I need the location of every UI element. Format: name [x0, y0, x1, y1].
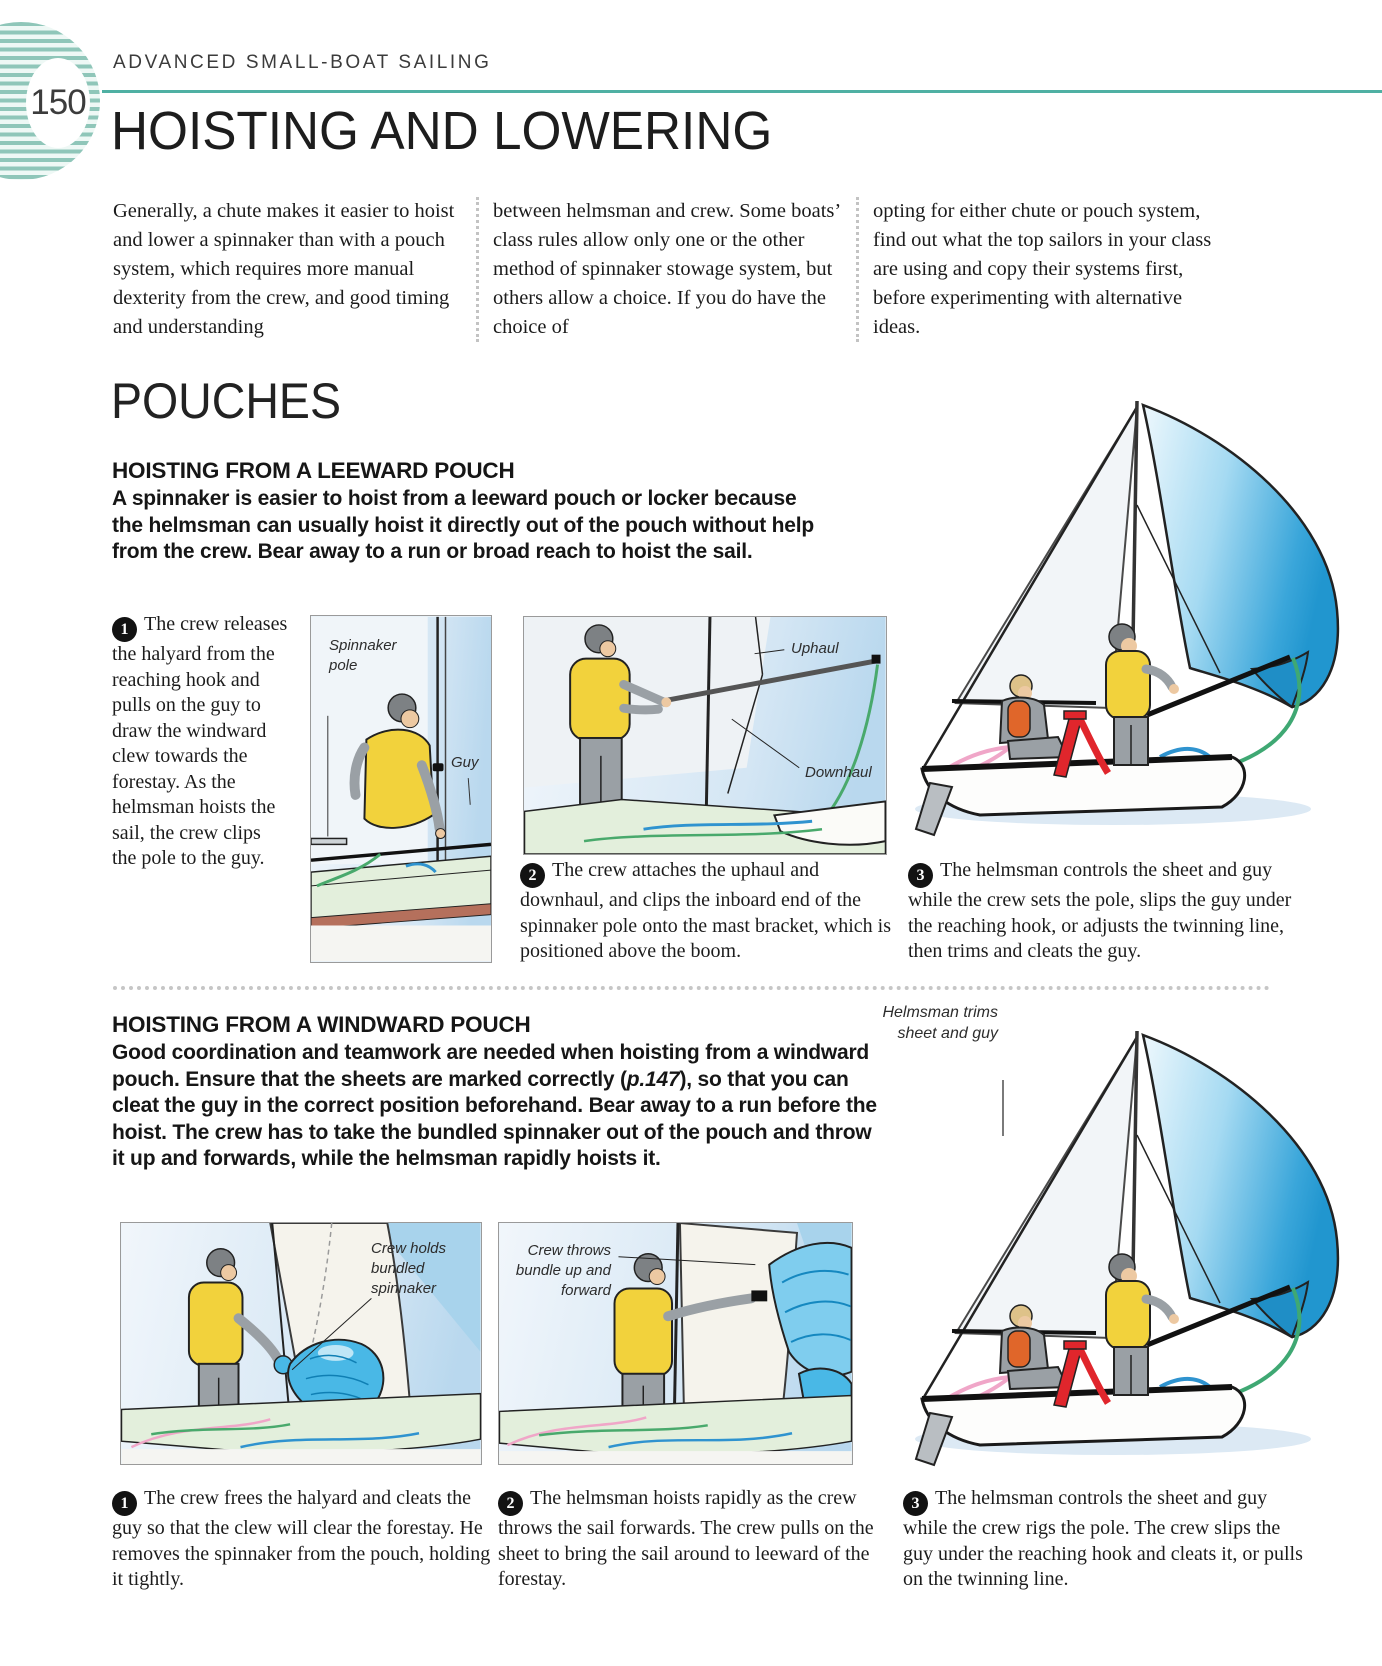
crew-hand — [436, 829, 446, 839]
forestay-fitting — [433, 763, 444, 771]
leeward-boat-art — [858, 385, 1382, 837]
windward-step3 — [903, 1486, 1313, 1593]
red-gear-top — [1064, 1341, 1086, 1349]
hull-side — [121, 1449, 480, 1464]
windward-step1-text: The crew frees the halyard and cleats the guy so that the clew will clear the forestay. He removes the spinnaker from the pouch, holding it tightly. — [112, 1487, 491, 1590]
hull-side — [311, 925, 491, 961]
running-head: ADVANCED SMALL-BOAT SAILING — [113, 52, 492, 73]
leeward-step2-text: The crew attaches the uphaul and downhaul, and clips the inboard end of the spinnaker pole onto the mast bracket, which is positioned above the boom. — [520, 859, 892, 962]
page-title: HOISTING AND LOWERING — [111, 101, 773, 161]
helmsman-vest — [1008, 701, 1030, 737]
crew-figure — [1106, 1254, 1179, 1395]
leeward-intro: A spinnaker is easier to hoist from a leeward pouch or locker because the helmsman can usually hoist it directly out of the pouch without help from the crew. Bear away to a run or broad reach to hoist the sail. — [112, 487, 814, 563]
crew-vest — [615, 1288, 673, 1375]
crew-vest — [1106, 651, 1150, 719]
leeward-step1-text: The crew releases the halyard from the reaching hook and pulls on the guy to draw the windward clew towards the forestay. As the helmsman hoists the sail, the crew clips the pole to the guy. — [112, 613, 288, 869]
sail-area — [525, 617, 771, 788]
windward-step2-text: The helmsman hoists rapidly as the crew throws the sail forwards. The crew pulls on the sheet to bring the sail around to leeward of the forestay. — [498, 1487, 874, 1590]
windward-subhead: HOISTING FROM A WINDWARD POUCH — [112, 1012, 531, 1037]
spinnaker-pole — [311, 838, 347, 844]
crew-hand — [1169, 1314, 1179, 1324]
spinnaker — [1143, 1035, 1338, 1337]
intro-column-2: between helmsman and crew. Some boats’ class rules allow only one or the other method of spinnaker stowage system, but others allow a choice. If you do have the choice of — [476, 197, 845, 342]
windward-step2 — [498, 1486, 898, 1593]
guy-label: Guy — [451, 754, 479, 771]
step-2-badge: 2 — [520, 863, 545, 888]
page-number-ellipse — [26, 58, 90, 148]
section-heading-pouches: POUCHES — [111, 373, 341, 429]
step-1-badge: 1 — [112, 617, 137, 642]
page-number-badge — [0, 22, 100, 180]
crew-face — [649, 1269, 665, 1285]
windward-intro — [112, 1040, 884, 1173]
step-3-badge: 3 — [903, 1491, 928, 1516]
leeward-step2 — [520, 858, 894, 965]
crew-arm-lower — [624, 708, 659, 710]
spinnaker — [1143, 405, 1338, 707]
leeward-step3-text: The helmsman controls the sheet and guy while the crew sets the pole, slips the guy under the reaching hook, or adjusts the twinning line, then trims and cleats the guy. — [908, 859, 1292, 962]
spinnaker-pole-label: Spinnaker pole — [329, 637, 397, 674]
crew-vest — [189, 1283, 243, 1366]
crew-face — [221, 1265, 237, 1281]
crew-face — [401, 710, 419, 728]
leeward-boat-illustration — [858, 385, 1382, 837]
windward-boat-art — [858, 1015, 1382, 1467]
windward-intro-part2: ), so that you can cleat the guy in the correct position beforehand. Bear away to a run before the hoist. The crew has to take the bundled spinnaker out of the pouch and throw it up and forwards, while the helmsman rapidly hoists it. — [112, 1067, 877, 1170]
intro-column-3: opting for either chute or pouch system, find out what the top sailors in your class are using and copy their systems first, before experimenting with alternative ideas. — [856, 197, 1225, 342]
helmsman-label: Helmsman trims sheet and guy — [882, 1004, 998, 1043]
windward-intro-page-ref: p.147 — [626, 1067, 680, 1091]
crew-hand — [661, 697, 671, 707]
crew-figure — [1106, 624, 1179, 765]
leeward-illustration-2 — [523, 616, 887, 855]
sail-corner-fitting — [751, 1290, 767, 1301]
step-3-badge: 3 — [908, 863, 933, 888]
windward-intro-part1: Good coordination and teamwork are needed when hoisting from a windward pouch. Ensure that the sheets are marked correctly ( — [112, 1041, 870, 1091]
page-number: 150 — [30, 83, 86, 122]
leeward-step1 — [112, 612, 288, 872]
step-2-badge: 2 — [498, 1491, 523, 1516]
hull-side — [499, 1451, 851, 1464]
windward-step3-text: The helmsman controls the sheet and guy while the crew rigs the pole. The crew slips the guy under the reaching hook and cleats it, or pulls on the twinning line. — [903, 1487, 1303, 1590]
crew-holds-label: Crew holds bundled spinnaker — [371, 1240, 447, 1297]
uphaul-label: Uphaul — [791, 640, 839, 657]
crew-hand — [1169, 684, 1179, 694]
crew-vest — [570, 659, 629, 740]
windward-illustration-2 — [498, 1222, 853, 1465]
crew-face — [600, 641, 616, 657]
windward-step1 — [112, 1486, 504, 1593]
leeward-subhead: HOISTING FROM A LEEWARD POUCH — [112, 458, 515, 483]
windward-boat-illustration — [858, 1015, 1382, 1467]
helmsman-vest — [1008, 1331, 1030, 1367]
red-gear-top — [1064, 711, 1086, 719]
intro-columns — [113, 197, 1278, 342]
crew-throws-label: Crew throws bundle up and forward — [515, 1242, 611, 1299]
leeward-illustration-1 — [310, 615, 492, 963]
header-rule — [102, 90, 1382, 93]
leeward-step3 — [908, 858, 1318, 965]
crew-vest — [1106, 1281, 1150, 1349]
intro-column-1: Generally, a chute makes it easier to hoist and lower a spinnaker than with a pouch system, which requires more manual dexterity from the crew, and good timing and understanding — [113, 200, 455, 338]
section-divider — [113, 986, 1270, 990]
downhaul-label: Downhaul — [805, 764, 872, 781]
step-1-badge: 1 — [112, 1491, 137, 1516]
windward-illustration-1 — [120, 1222, 482, 1465]
